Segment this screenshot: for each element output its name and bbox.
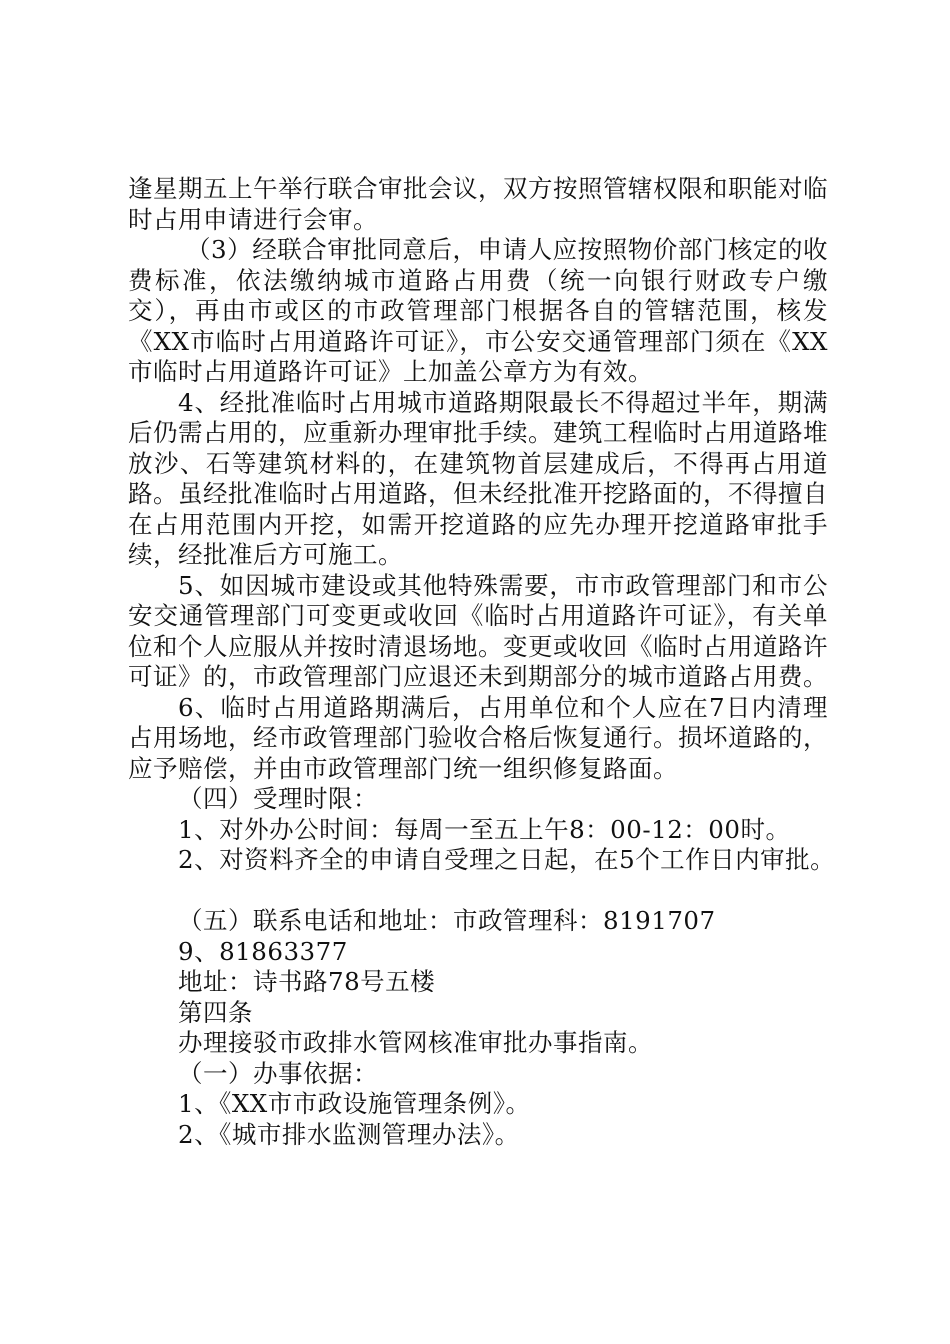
article-heading: 第四条 [178, 997, 253, 1027]
paragraph-item-3: （3）经联合审批同意后，申请人应按照物价部门核定的收费标准，依法缴纳城市道路占用费（统一向银行财政专户缴交），再由市或区的市政管理部门根据各自的管辖范围，核发《XX市临时占用道路许可证》，市公安交通管理部门须在《XX市临时占用道路许可证》上加盖公章方为有效。 [128, 235, 828, 386]
paragraph-item-4: 4、经批准临时占用城市道路期限最长不得超过半年，期满后仍需占用的，应重新办理审批手续。建筑工程临时占用道路堆放沙、石等建筑材料的，在建筑物首层建成后，不得再占用道路。虽经批准临时占用道路，但未经批准开挖路面的，不得擅自在占用范围内开挖，如需开挖道路的应先办理开挖道路审批手续，经批准后方可施工。 [128, 387, 828, 569]
paragraph-continuation: 逢星期五上午举行联合审批会议，双方按照管辖权限和职能对临时占用申请进行会审。 [128, 174, 828, 234]
paragraph-item-5: 5、如因城市建设或其他特殊需要，市市政管理部门和市公安交通管理部门可变更或收回《临时占用道路许可证》，有关单位和个人应服从并按时清退场地。变更或收回《临时占用道路许可证》的，市政管理部门应退还未到期部分的城市道路占用费。 [128, 570, 828, 691]
section-heading-acceptance-time: （四）受理时限： [178, 784, 378, 813]
list-item-basis-1: 1、《XX市市政设施管理条例》。 [178, 1089, 531, 1118]
guide-title: 办理接驳市政排水管网核准审批办事指南。 [178, 1028, 653, 1057]
document-body [128, 174, 836, 1150]
contact-address: 地址：诗书路78号五楼 [178, 967, 436, 996]
blank-line [128, 876, 828, 907]
list-item-office-hours: 1、对外办公时间：每周一至五上午8：00-12：00时。 [178, 814, 791, 844]
list-item-approval-period: 2、对资料齐全的申请自受理之日起，在5个工作日内审批。 [178, 845, 836, 874]
section-heading-contact: （五）联系电话和地址：市政管理科：8191707 [178, 906, 716, 935]
list-item-basis-2: 2、《城市排水监测管理办法》。 [178, 1119, 520, 1149]
paragraph-item-6: 6、临时占用道路期满后，占用单位和个人应在7日内清理占用场地，经市政管理部门验收合格后恢复通行。损坏道路的，应予赔偿，并由市政管理部门统一组织修复路面。 [128, 692, 828, 783]
section-heading-basis: （一）办事依据： [178, 1058, 378, 1088]
contact-phone-continuation: 9、81863377 [178, 936, 348, 966]
